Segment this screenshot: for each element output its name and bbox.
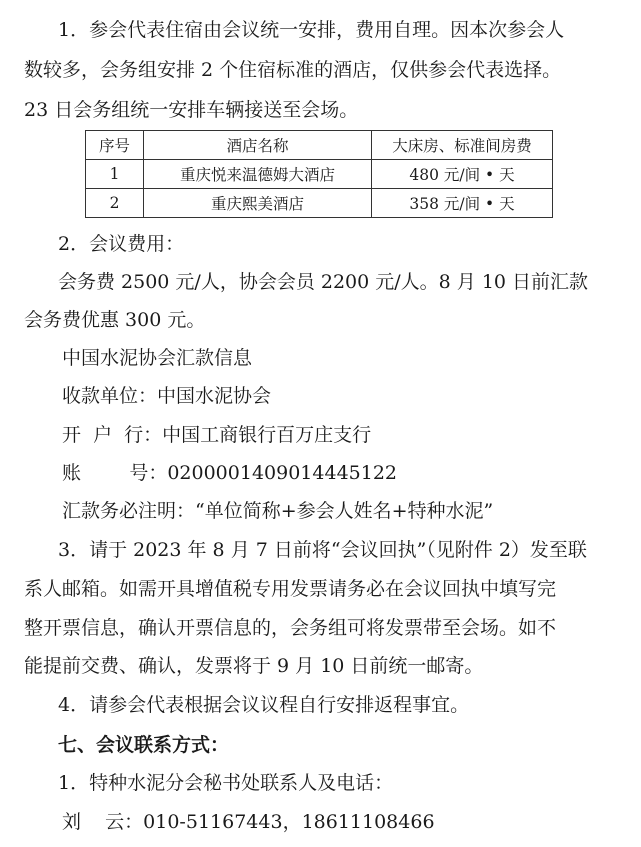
header-no: 序号 — [86, 131, 144, 160]
table-row — [86, 160, 553, 189]
para1-line2: 数较多，会务组安排 2 个住宿标准的酒店，仅供参会代表选择。 — [24, 59, 562, 81]
remit-payee-label: 收款单位： — [62, 385, 158, 407]
contact-row — [62, 810, 435, 834]
para3-line4: 能提前交费、确认，发票将于 9 月 10 日前统一邮寄。 — [24, 655, 484, 677]
para3-line2: 系人邮箱。如需开具增值税专用发票请务必在会议回执中填写完 — [24, 578, 557, 600]
para1-line1: 1．参会代表住宿由会议统一安排，费用自理。因本次参会人 — [58, 19, 565, 41]
row-price: 480 元/间 • 天 — [372, 160, 553, 189]
hotel-table — [85, 130, 553, 218]
row-price: 358 元/间 • 天 — [372, 189, 553, 218]
table-row — [86, 189, 553, 218]
remit-bank-label: 开 户 行： — [62, 424, 163, 446]
remit-bank-row — [62, 423, 371, 447]
remit-account-label: 账 号： — [62, 462, 168, 484]
row-no: 1 — [86, 160, 144, 189]
remit-bank: 中国工商银行百万庄支行 — [162, 424, 372, 446]
section7-item1: 1．特种水泥分会秘书处联系人及电话： — [58, 772, 394, 794]
row-hotel-name: 重庆熙美酒店 — [144, 189, 372, 218]
header-hotel-name: 酒店名称 — [144, 131, 372, 160]
para2-line1: 会务费 2500 元/人，协会会员 2200 元/人。8 月 10 日前汇款 — [58, 271, 589, 293]
para3-line1: 3．请于 2023 年 8 月 7 日前将“会议回执”（见附件 2）发至联 — [58, 539, 587, 561]
remit-payee-row — [62, 384, 271, 408]
row-hotel-name: 重庆悦来温德姆大酒店 — [144, 160, 372, 189]
para1-line3: 23 日会务组统一安排车辆接送至会场。 — [24, 99, 359, 121]
header-room-price: 大床房、标准间房费 — [372, 131, 553, 160]
remit-title: 中国水泥协会汇款信息 — [62, 347, 253, 369]
remit-account: 0200001409014445122 — [167, 462, 398, 484]
row-no: 2 — [86, 189, 144, 218]
remit-account-row — [62, 461, 397, 485]
para2-line2: 会务费优惠 300 元。 — [24, 309, 206, 331]
remit-note: 汇款务必注明：“单位简称+参会人姓名+特种水泥” — [62, 500, 494, 522]
contact-phones: 010-51167443，18611108466 — [143, 811, 435, 833]
para4: 4．请参会代表根据会议议程自行安排返程事宜。 — [58, 694, 470, 716]
para3-line3: 整开票信息，确认开票信息的，会务组可将发票带至会场。如不 — [24, 617, 557, 639]
table-header-row — [86, 131, 553, 160]
para2-heading: 2．会议费用： — [58, 233, 185, 255]
contact-name: 刘 云： — [62, 811, 144, 833]
section7-title: 七、会议联系方式： — [58, 734, 230, 756]
remit-payee: 中国水泥协会 — [157, 385, 272, 407]
